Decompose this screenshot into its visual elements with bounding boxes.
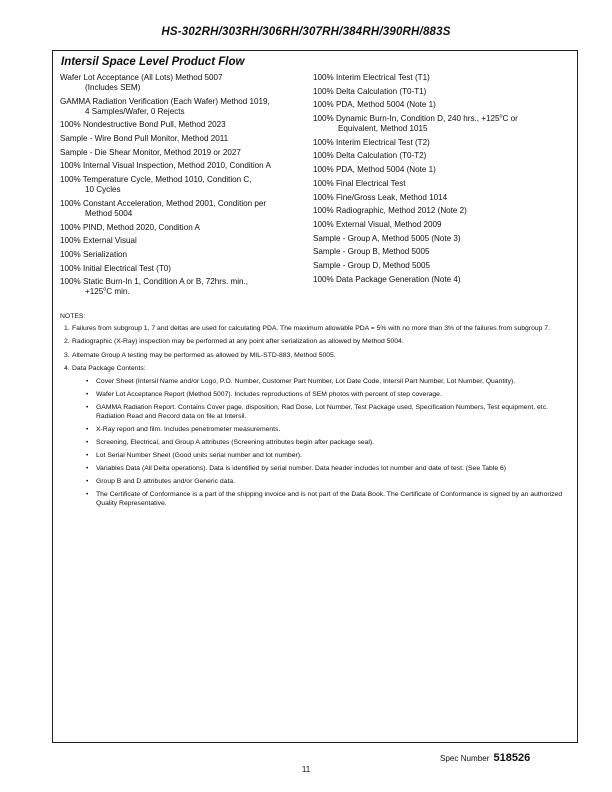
note: 3. Alternate Group A testing may be performed as allowed by MIL-STD-883, Method 5005. bbox=[64, 351, 336, 359]
flow-item: 100% PIND, Method 2020, Condition A bbox=[60, 222, 200, 232]
right-flow-column bbox=[313, 73, 571, 288]
list-item: • Group B and D attributes and/or Generic data. bbox=[86, 478, 236, 486]
page-number: 11 bbox=[301, 765, 311, 774]
spec-number: Spec Number 518526 bbox=[440, 752, 531, 764]
list-item: • GAMMA Radiation Report. Contains Cover page, disposition, Rad Dose, Lot Number, Test Package used, Specification Numbers, Test equipment, etc. Radiation Read and Record data on file at Intersil. bbox=[86, 404, 548, 420]
flow-item: 100% Delta Calculation (T0-T1) bbox=[313, 86, 427, 96]
flow-item: 100% Serialization bbox=[60, 249, 128, 259]
note: 4. Data Package Contents: • Cover Sheet (Intersil Name and/or Logo, P.O. Number, Customer Part Number, Lot Date Code, Intersil Part Number, Lot Number, Quantity). • Wafer Lot Acceptance Report (Method 5007). Includes reproductions of SEM photos with percent of step coverage. • GAMMA Radiation Report. Contains Cover page, disposition, Rad Dose, Lot Number, Test Package used, Specification Numbers, Test equipment, etc. Radiation Read and Record data on file at Intersil. • X-Ray report and film. Includes penetrometer measurements. • Screening, Electrical, and Group A attributes (Screening attributes begin after package seal). • Lot Serial Number Sheet (Good units serial number and lot number). • Variables Data (All Delta operations). Data is identified by serial number. Data header includes lot number and date of test. (See Table 6) • Group B and D attributes and/or Generic data. • The Certificate of Conformance is a part of the shipping invoice and is not part of the Data Book. The Certificate of Conformance is signed by an authorized Quality Representative. bbox=[60, 365, 570, 508]
flow-item: 100% Temperature Cycle, Method 1010, Condition C, 10 Cycles bbox=[60, 175, 252, 195]
flow-item: 100% Fine/Gross Leak, Method 1014 bbox=[313, 192, 448, 202]
list-item: • Screening, Electrical, and Group A attributes (Screening attributes begin after package seal). bbox=[86, 438, 375, 446]
flow-item: 100% Dynamic Burn-In, Condition D, 240 hrs., $+125^oC$ or Equivalent, Method 1015 bbox=[313, 113, 518, 134]
flow-item: 100% Nondestructive Bond Pull, Method 2023 bbox=[60, 120, 226, 130]
flow-item: 100% Radiographic, Method 2012 (Note 2) bbox=[313, 206, 467, 216]
flow-item: 100% Data Package Generation (Note 4) bbox=[313, 274, 461, 284]
flow-item: 100% PDA, Method 5004 (Note 1) bbox=[313, 100, 436, 110]
flow-item: Sample - Group A, Method 5005 (Note 3) bbox=[313, 233, 461, 243]
note: 2. Radiographic (X-Ray) inspection may be performed at any point after serialization as allowed by Method 5004. bbox=[64, 338, 404, 346]
list-item: • Wafer Lot Acceptance Report (Method 5007). Includes reproductions of SEM photos with percent of step coverage. bbox=[86, 391, 442, 399]
page-header: HS-302RH/303RH/306RH/307RH/384RH/390RH/883S bbox=[161, 26, 451, 38]
flow-item: GAMMA Radiation Verification (Each Wafer) Method 1019, 4 Samples/Wafer, 0 Rejects bbox=[60, 96, 270, 116]
product-flow-box bbox=[52, 50, 578, 743]
flow-item: Sample - Group D, Method 5005 bbox=[313, 260, 430, 270]
list-item: • The Certificate of Conformance is a part of the shipping invoice and is not part of the Data Book. The Certificate of Conformance is signed by an authorized Quality Representative. bbox=[86, 491, 563, 507]
flow-item: 100% Interim Electrical Test (T1) bbox=[313, 73, 430, 82]
flow-item: 100% External Visual bbox=[60, 236, 137, 246]
flow-item: 100% Internal Visual Inspection, Method 2010, Condition A bbox=[60, 161, 271, 171]
flow-item: 100% Static Burn-In 1, Condition A or B, 72hrs. min., $+125^oC$ min. bbox=[60, 277, 249, 297]
flow-item: Sample - Group B, Method 5005 bbox=[313, 247, 430, 257]
list-item: • Cover Sheet (Intersil Name and/or Logo, P.O. Number, Customer Part Number, Lot Date Code, Intersil Part Number, Lot Number, Quantity). bbox=[86, 377, 516, 385]
list-item: • Variables Data (All Delta operations). Data is identified by serial number. Data header includes lot number and date of test. (See Table 6) bbox=[86, 465, 507, 473]
flow-item: Sample - Wire Bond Pull Monitor, Method 2011 bbox=[60, 134, 229, 144]
list-item: • Lot Serial Number Sheet (Good units serial number and lot number). bbox=[86, 452, 302, 460]
left-flow-column bbox=[60, 73, 308, 301]
data-package-list bbox=[72, 378, 570, 509]
flow-item: 100% Constant Acceleration, Method 2001, Condition per Method 5004 bbox=[60, 198, 267, 218]
notes-title: NOTES: bbox=[60, 313, 86, 320]
flow-item: 100% External Visual, Method 2009 bbox=[313, 219, 442, 229]
list-item: • X-Ray report and film. Includes penetrometer measurements. bbox=[86, 425, 281, 433]
flow-item: 100% PDA, Method 5004 (Note 1) bbox=[313, 165, 436, 175]
flow-item: 100% Interim Electrical Test (T2) bbox=[313, 137, 430, 147]
section-title: Intersil Space Level Product Flow bbox=[61, 56, 245, 68]
flow-item: Sample - Die Shear Monitor, Method 2019 or 2027 bbox=[60, 147, 241, 157]
flow-item: 100% Final Electrical Test bbox=[313, 178, 406, 188]
notes-section bbox=[60, 313, 570, 514]
flow-item: 100% Delta Calculation (T0-T2) bbox=[313, 151, 427, 161]
flow-item: Wafer Lot Acceptance (All Lots) Method 5007 (Includes SEM) bbox=[60, 73, 223, 92]
note: 1. Failures from subgroup 1, 7 and deltas are used for calculating PDA. The maximum allowable PDA = 5% with no more than 3% of the failures from subgroup 7. bbox=[64, 324, 550, 332]
flow-item: 100% Initial Electrical Test (T0) bbox=[60, 263, 171, 273]
